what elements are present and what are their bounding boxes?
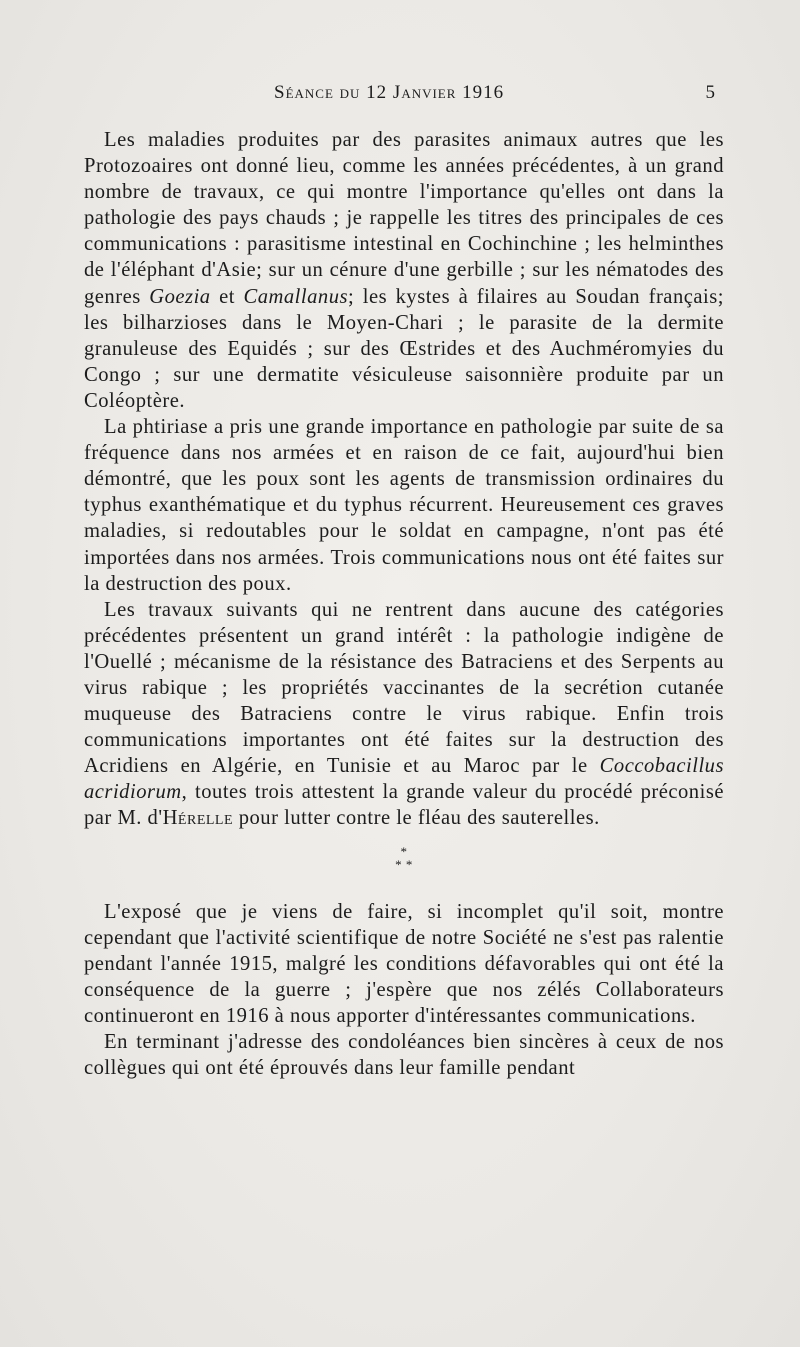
paragraph-phtiriase: La phtiriase a pris une grande importance en pathologie par suite de sa fréquence dans nos armées et en raison de ce fait, aujourd'hui bien démontré, que les poux sont les agents de transmission ordinaires du typhus exanthématique et du typhus récurrent. Heureusement ces graves maladies, si redoutables pour le soldat en campagne, n'ont pas été importées dans nos armées. Trois communications nous ont été faites sur la destruction des poux.: [84, 416, 724, 595]
running-title: Séance du 12 Janvier 1916: [274, 82, 505, 103]
paragraph-expose: L'exposé que je viens de faire, si incomplet qu'il soit, montre cependant que l'activité scientifique de notre Société ne s'est pas ralentie pendant l'année 1915, malgré les conditions défavorables qui ont été la conséquence de la guerre ; j'espère que nos zélés Collaborateurs continueront en 1916 à nous apporter d'intéressantes communications.: [84, 900, 724, 1027]
asterism-top: *: [400, 843, 408, 859]
author-herelle: Hérelle: [162, 807, 234, 830]
text-run: Les maladies produites par des parasites animaux autres que les Protozoaires ont donné lieu, comme les années précédentes, à un grand nombre de travaux, ce qui montre l'importance qu'elles ont dans la pathologie des pays chauds ; je rappelle les titres des principales de ces communications : parasitisme intestinal en Cochinchine ; les helminthes de l'éléphant d'Asie; sur un cénure d'une gerbille ; sur les nématodes des genres: [84, 129, 724, 308]
body-text: [84, 127, 724, 1081]
running-head: [84, 82, 716, 110]
species-coccobacillus: Coccobacillus acridiorum: [84, 755, 724, 804]
asterism: [84, 845, 724, 871]
paragraph-condolences: En terminant j'adresse des condoléances bien sincères à ceux de nos collègues qui ont été éprouvés dans leur famille pendant: [84, 1031, 724, 1080]
text-run: ; les kystes à filaires au Soudan français; les bilharzioses dans le Moyen-Chari ; le parasite de la dermite granuleuse des Equidés ; sur des Œstrides et des Auchméromyies du Congo ; sur une dermatite vésiculeuse saisonnière produite par un Coléoptère.: [84, 285, 724, 412]
text-run: Les travaux suivants qui ne rentrent dans aucune des catégories précédentes présentent un grand intérêt : la pathologie indigène de l'Ouellé ; mécanisme de la résistance des Batraciens et des Serpents au virus rabique ; les propriétés vaccinantes de la secrétion cutanée muqueuse des Batraciens contre le virus rabique. Enfin trois communications importantes ont été faites sur la destruction des Acridiens en Algérie, en Tunisie et au Maroc par le: [84, 598, 724, 778]
text-run: , toutes trois attestent la grande valeur du procédé préconisé par M. d': [84, 781, 724, 830]
asterism-bottom: * *: [395, 856, 413, 872]
paragraph-parasites: [84, 127, 724, 414]
text-run: pour lutter contre le fléau des sauterelles.: [233, 807, 600, 830]
genus-goezia: Goezia: [149, 285, 211, 308]
paragraph-other-works: [84, 597, 724, 832]
genus-camallanus: Camallanus: [243, 285, 349, 308]
text-run: et: [210, 285, 244, 308]
page-number: 5: [705, 82, 716, 103]
